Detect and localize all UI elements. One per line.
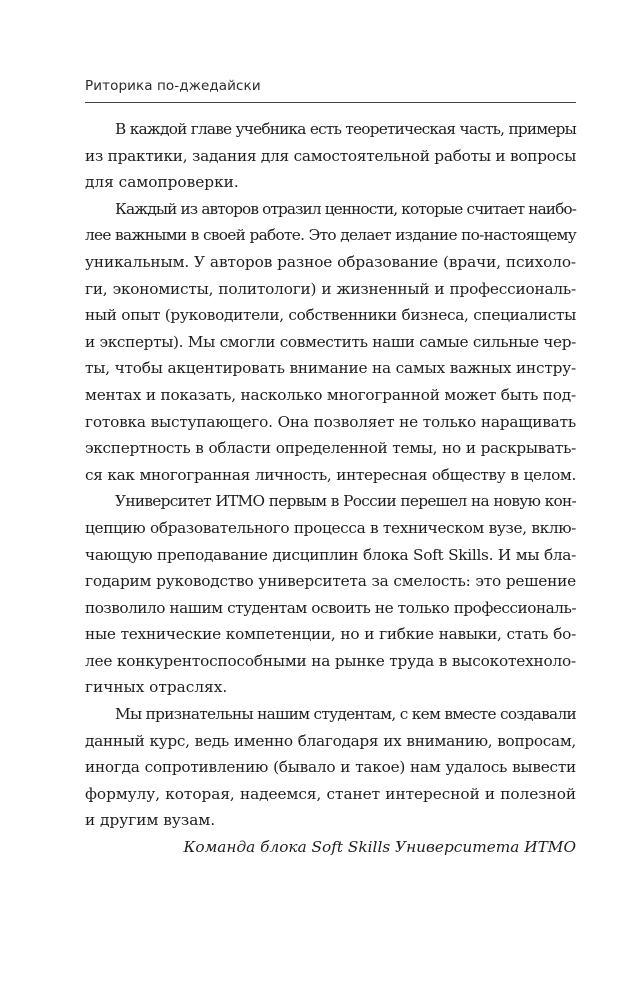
paragraph-2-line: лее важными в своей работе. Это делает издание по-настоящему (85, 226, 576, 245)
paragraph-2-line: и эксперты). Мы смогли совместить наши самые сильные чер- (85, 332, 576, 351)
paragraph-2-line: ментах и показать, насколько многогранной может быть под- (85, 385, 576, 404)
running-head: Риторика по-джедайски (85, 78, 261, 94)
signature: Команда блока Soft Skills Университета ИТМО (183, 838, 576, 857)
page-body (85, 116, 576, 861)
paragraph-3-line: Университет ИТМО первым в России перешел на новую кон- (115, 492, 576, 511)
paragraph-3-line: позволило нашим студентам освоить не только профессиональ- (85, 598, 576, 617)
paragraph-2-line: ный опыт (руководители, собственники бизнеса, специалисты (85, 306, 576, 325)
paragraph-4-line: данный курс, ведь именно благодаря их вниманию, вопросам, (85, 731, 576, 750)
paragraph-2-line: экспертность в области определенной темы, но и раскрывать- (85, 439, 576, 458)
paragraph-2-line: ты, чтобы акцентировать внимание на самых важных инстру- (85, 359, 576, 378)
paragraph-2-line: ся как многогранная личность, интересная обществу в целом. (85, 465, 576, 484)
paragraph-1-line: для самопроверки. (85, 173, 239, 192)
paragraph-4-line: формулу, которая, надеемся, станет интересной и полезной (85, 784, 576, 803)
paragraph-3-line: лее конкурентоспособными на рынке труда в высокотехноло- (85, 651, 576, 670)
paragraph-1-line: В каждой главе учебника есть теоретическая часть, примеры (115, 120, 576, 138)
paragraph-1-line: из практики, задания для самостоятельной работы и вопросы (85, 146, 576, 165)
header-rule (85, 102, 576, 103)
paragraph-4-line: Мы признательны нашим студентам, с кем вместе создавали (115, 705, 576, 724)
paragraph-2-line: готовка выступающего. Она позволяет не только наращивать (85, 412, 576, 431)
paragraph-2-line: уникальным. У авторов разное образование (врачи, психоло- (85, 252, 576, 271)
paragraph-3-line: ные технические компетенции, но и гибкие навыки, стать бо- (85, 625, 576, 644)
paragraph-3-line: чающую преподавание дисциплин блока Soft Skills. И мы бла- (85, 545, 576, 564)
paragraph-2-line: Каждый из авторов отразил ценности, которые считает наибо- (115, 199, 576, 218)
paragraph-3-line: цепцию образовательного процесса в техническом вузе, вклю- (85, 518, 576, 537)
paragraph-4-line: и другим вузам. (85, 811, 216, 830)
paragraph-4-line: иногда сопротивлению (бывало и такое) нам удалось вывести (85, 758, 576, 777)
paragraph-3-line: гичных отраслях. (85, 678, 228, 697)
paragraph-3-line: годарим руководство университета за смелость: это решение (85, 572, 576, 591)
paragraph-2-line: ги, экономисты, политологи) и жизненный и профессиональ- (85, 279, 576, 298)
